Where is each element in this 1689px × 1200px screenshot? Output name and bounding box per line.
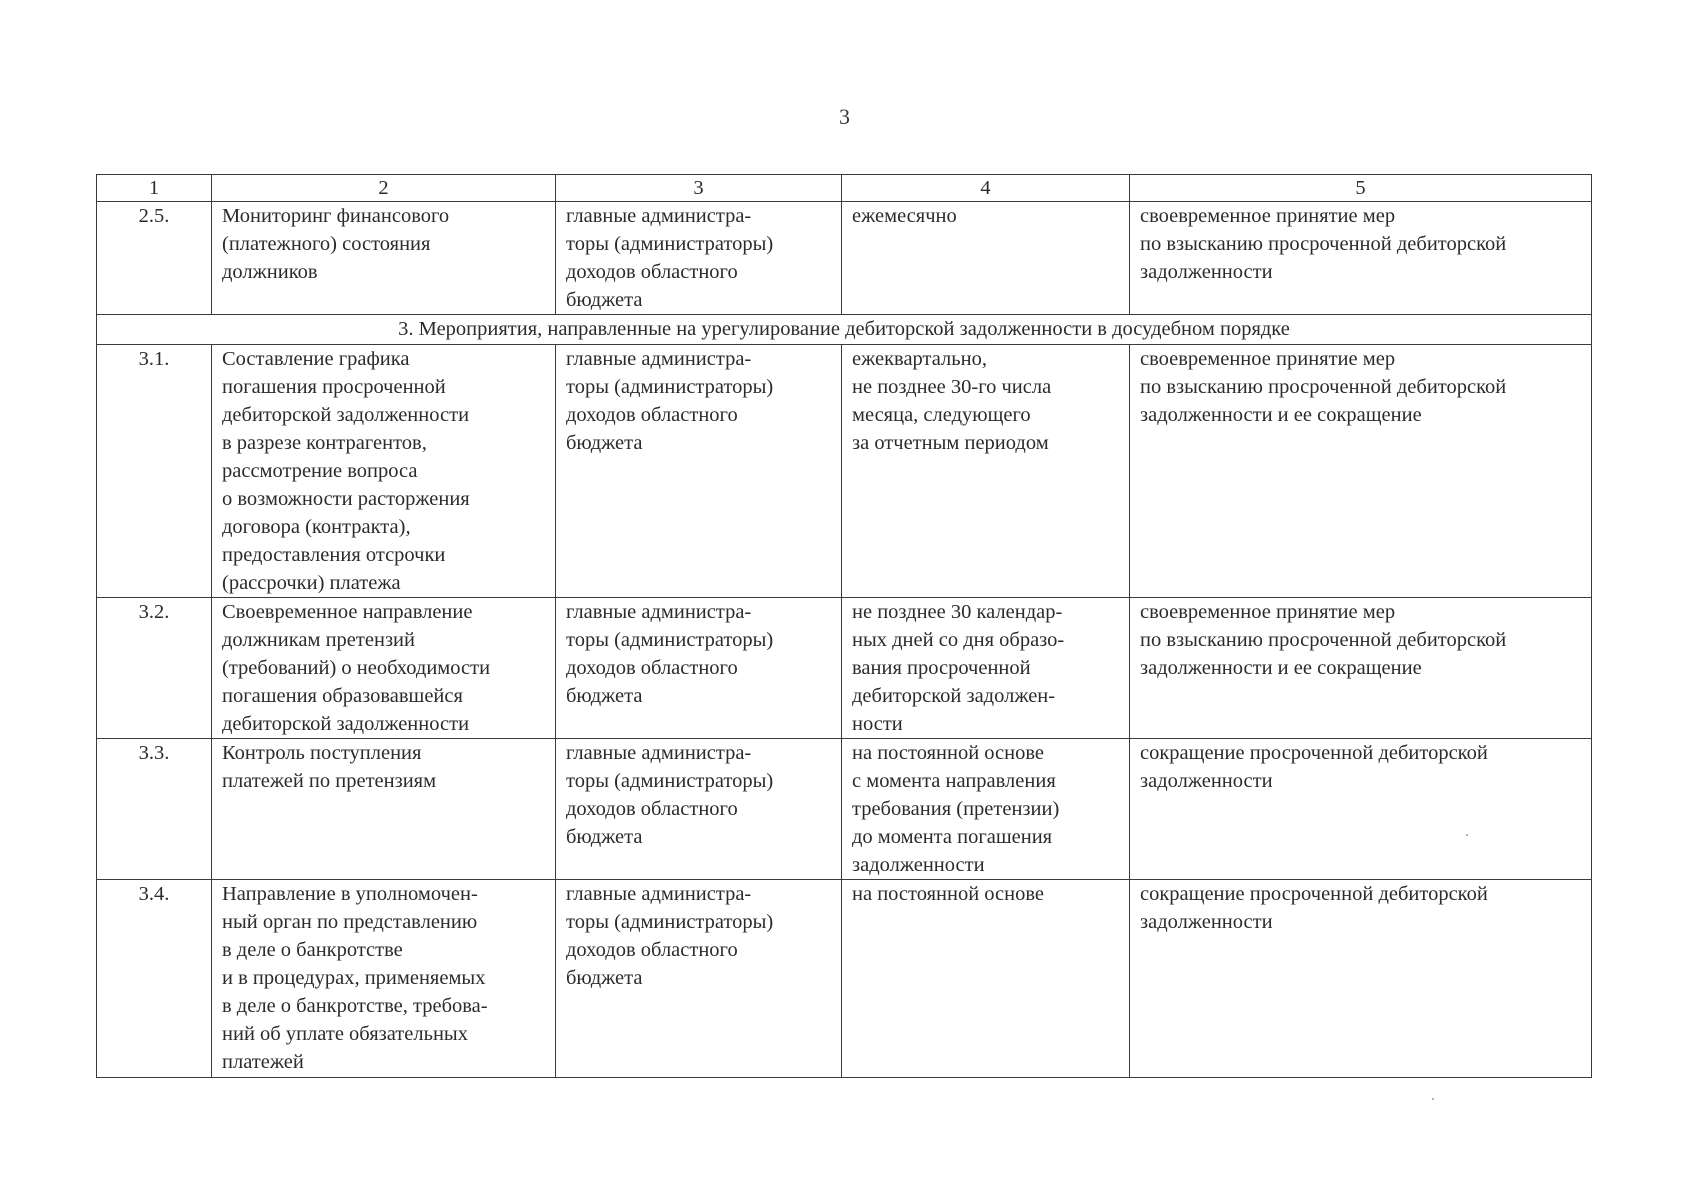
row-number: 3.2. — [97, 598, 212, 739]
responsible-cell: главные администра- торы (администраторы) доходов областного бюджета — [556, 345, 842, 598]
section-heading-row — [97, 315, 1592, 345]
term-cell: ежемесячно — [842, 202, 1130, 315]
responsible-cell: главные администра- торы (администраторы) доходов областного бюджета — [556, 880, 842, 1078]
page-number: 3 — [839, 104, 850, 129]
measure-cell: Направление в уполномочен- ный орган по представлению в деле о банкротстве и в процедурах, применяемых в деле о банкротстве, требова- ний об уплате обязательных платежей — [212, 880, 556, 1078]
table-row — [97, 202, 1592, 315]
result-cell: своевременное принятие мер по взысканию просроченной дебиторской задолженности и ее сокращение — [1130, 598, 1592, 739]
measure-cell: Своевременное направление должникам претензий (требований) о необходимости погашения образовавшейся дебиторской задолженности — [212, 598, 556, 739]
row-number: 3.4. — [97, 880, 212, 1078]
responsible-cell: главные администра- торы (администраторы) доходов областного бюджета — [556, 739, 842, 880]
responsible-cell: главные администра- торы (администраторы) доходов областного бюджета — [556, 598, 842, 739]
header-cell-2: 2 — [212, 175, 556, 202]
term-cell: на постоянной основе — [842, 880, 1130, 1078]
term-cell: не позднее 30 календар- ных дней со дня образо- вания просроченной дебиторской задолжен- ности — [842, 598, 1130, 739]
scan-speck — [1432, 1098, 1434, 1100]
section-heading: 3. Мероприятия, направленные на урегулирование дебиторской задолженности в досудебном порядке — [97, 315, 1592, 345]
responsible-cell: главные администра- торы (администраторы) доходов областного бюджета — [556, 202, 842, 315]
term-cell: ежеквартально, не позднее 30-го числа месяца, следующего за отчетным периодом — [842, 345, 1130, 598]
measure-cell: Мониторинг финансового (платежного) состояния должников — [212, 202, 556, 315]
term-cell: на постоянной основе с момента направления требования (претензии) до момента погашения задолженности — [842, 739, 1130, 880]
table-row — [97, 739, 1592, 880]
measure-cell: Контроль поступления платежей по претензиям — [212, 739, 556, 880]
result-cell: сокращение просроченной дебиторской задолженности — [1130, 880, 1592, 1078]
result-cell: сокращение просроченной дебиторской задолженности — [1130, 739, 1592, 880]
row-number: 3.3. — [97, 739, 212, 880]
header-cell-4: 4 — [842, 175, 1130, 202]
table-header-row — [97, 175, 1592, 202]
result-cell: своевременное принятие мер по взысканию просроченной дебиторской задолженности и ее сокращение — [1130, 345, 1592, 598]
header-cell-1: 1 — [97, 175, 212, 202]
result-cell: своевременное принятие мер по взысканию просроченной дебиторской задолженности — [1130, 202, 1592, 315]
row-number: 3.1. — [97, 345, 212, 598]
measures-table — [96, 174, 1592, 1078]
measure-cell: Составление графика погашения просроченной дебиторской задолженности в разрезе контрагентов, рассмотрение вопроса о возможности расторжения договора (контракта), предоставления отсрочки (рассрочки) платежа — [212, 345, 556, 598]
scan-speck — [1466, 834, 1468, 836]
table-row — [97, 598, 1592, 739]
table-row — [97, 345, 1592, 598]
table-row — [97, 880, 1592, 1078]
row-number: 2.5. — [97, 202, 212, 315]
header-cell-3: 3 — [556, 175, 842, 202]
header-cell-5: 5 — [1130, 175, 1592, 202]
